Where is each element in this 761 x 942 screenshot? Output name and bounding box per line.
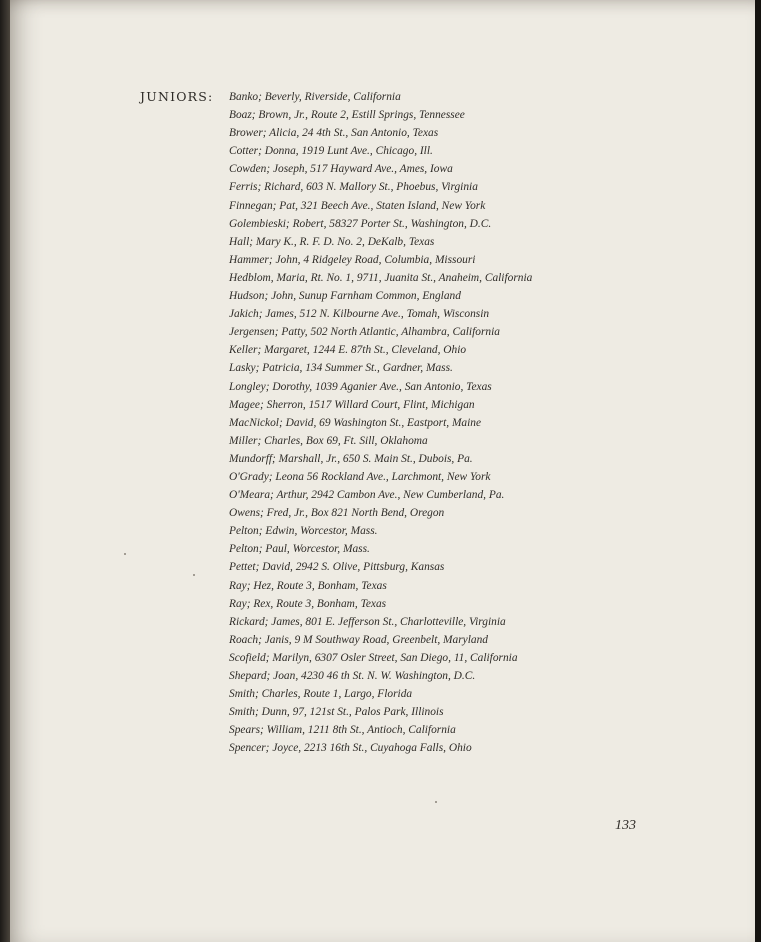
list-item: O'Meara; Arthur, 2942 Cambon Ave., New Cumberland, Pa. xyxy=(229,489,505,502)
list-item: Hammer; John, 4 Ridgeley Road, Columbia, Missouri xyxy=(229,253,476,266)
list-item: Rickard; James, 801 E. Jefferson St., Charlotteville, Virginia xyxy=(229,615,506,628)
list-item: Pelton; Paul, Worcestor, Mass. xyxy=(229,543,370,556)
list-item: Keller; Margaret, 1244 E. 87th St., Cleveland, Ohio xyxy=(229,344,467,357)
list-item: Banko; Beverly, Riverside, California xyxy=(229,91,401,103)
list-item: Hudson; John, Sunup Farnham Common, England xyxy=(229,290,461,303)
list-item: Spears; William, 1211 8th St., Antioch, California xyxy=(229,724,456,737)
list-item: Cowden; Joseph, 517 Hayward Ave., Ames, Iowa xyxy=(229,163,453,176)
list-item: Owens; Fred, Jr., Box 821 North Bend, Oregon xyxy=(229,507,445,520)
list-item: Scofield; Marilyn, 6307 Osler Street, San Diego, 11, California xyxy=(229,651,518,664)
list-item: Cotter; Donna, 1919 Lunt Ave., Chicago, Ill. xyxy=(229,145,433,158)
list-item: Pettet; David, 2942 S. Olive, Pittsburg, Kansas xyxy=(229,561,445,574)
list-item: Brower; Alicia, 24 4th St., San Antonio, Texas xyxy=(229,127,439,140)
list-item: O'Grady; Leona 56 Rockland Ave., Larchmont, New York xyxy=(229,470,491,483)
list-item: Magee; Sherron, 1517 Willard Court, Flint, Michigan xyxy=(229,398,475,411)
paper-speck xyxy=(193,574,195,576)
list-item: Pelton; Edwin, Worcestor, Mass. xyxy=(229,525,378,538)
book-edge-shadow xyxy=(755,0,761,942)
page-number: 133 xyxy=(615,818,636,833)
list-item: Jergensen; Patty, 502 North Atlantic, Alhambra, California xyxy=(229,326,500,339)
section-label-juniors: JUNIORS: xyxy=(140,89,214,104)
list-item: Smith; Dunn, 97, 121st St., Palos Park, Illinois xyxy=(229,706,444,719)
list-item: Lasky; Patricia, 134 Summer St., Gardner, Mass. xyxy=(229,362,453,375)
list-item: Mundorff; Marshall, Jr., 650 S. Main St., Dubois, Pa. xyxy=(229,452,473,465)
list-item: Longley; Dorothy, 1039 Aganier Ave., San Antonio, Texas xyxy=(229,380,492,393)
list-item: Golembieski; Robert, 58327 Porter St., Washington, D.C. xyxy=(229,217,492,230)
list-item: Ray; Hez, Route 3, Bonham, Texas xyxy=(229,579,387,592)
paper-speck xyxy=(124,553,126,555)
list-item: Hedblom, Maria, Rt. No. 1, 9711, Juanita St., Anaheim, California xyxy=(229,271,533,284)
list-item: Spencer; Joyce, 2213 16th St., Cuyahoga Falls, Ohio xyxy=(229,742,472,755)
list-item: MacNickol; David, 69 Washington St., Eastport, Maine xyxy=(229,416,482,429)
book-page xyxy=(10,0,755,942)
list-item: Miller; Charles, Box 69, Ft. Sill, Oklahoma xyxy=(229,434,428,447)
list-item: Ray; Rex, Route 3, Bonham, Texas xyxy=(229,597,387,610)
list-item: Smith; Charles, Route 1, Largo, Florida xyxy=(229,688,413,701)
list-item: Boaz; Brown, Jr., Route 2, Estill Springs, Tennessee xyxy=(229,109,465,122)
list-item: Roach; Janis, 9 M Southway Road, Greenbelt, Maryland xyxy=(229,633,488,646)
list-item: Ferris; Richard, 603 N. Mallory St., Phoebus, Virginia xyxy=(229,181,478,194)
book-gutter-shadow xyxy=(0,0,10,942)
juniors-directory-list xyxy=(229,88,532,757)
paper-speck xyxy=(435,801,437,803)
list-item: Finnegan; Pat, 321 Beech Ave., Staten Island, New York xyxy=(229,199,486,212)
list-item: Jakich; James, 512 N. Kilbourne Ave., Tomah, Wisconsin xyxy=(229,308,490,321)
list-item: Shepard; Joan, 4230 46 th St. N. W. Washington, D.C. xyxy=(229,670,476,682)
list-item: Hall; Mary K., R. F. D. No. 2, DeKalb, Texas xyxy=(229,235,435,248)
